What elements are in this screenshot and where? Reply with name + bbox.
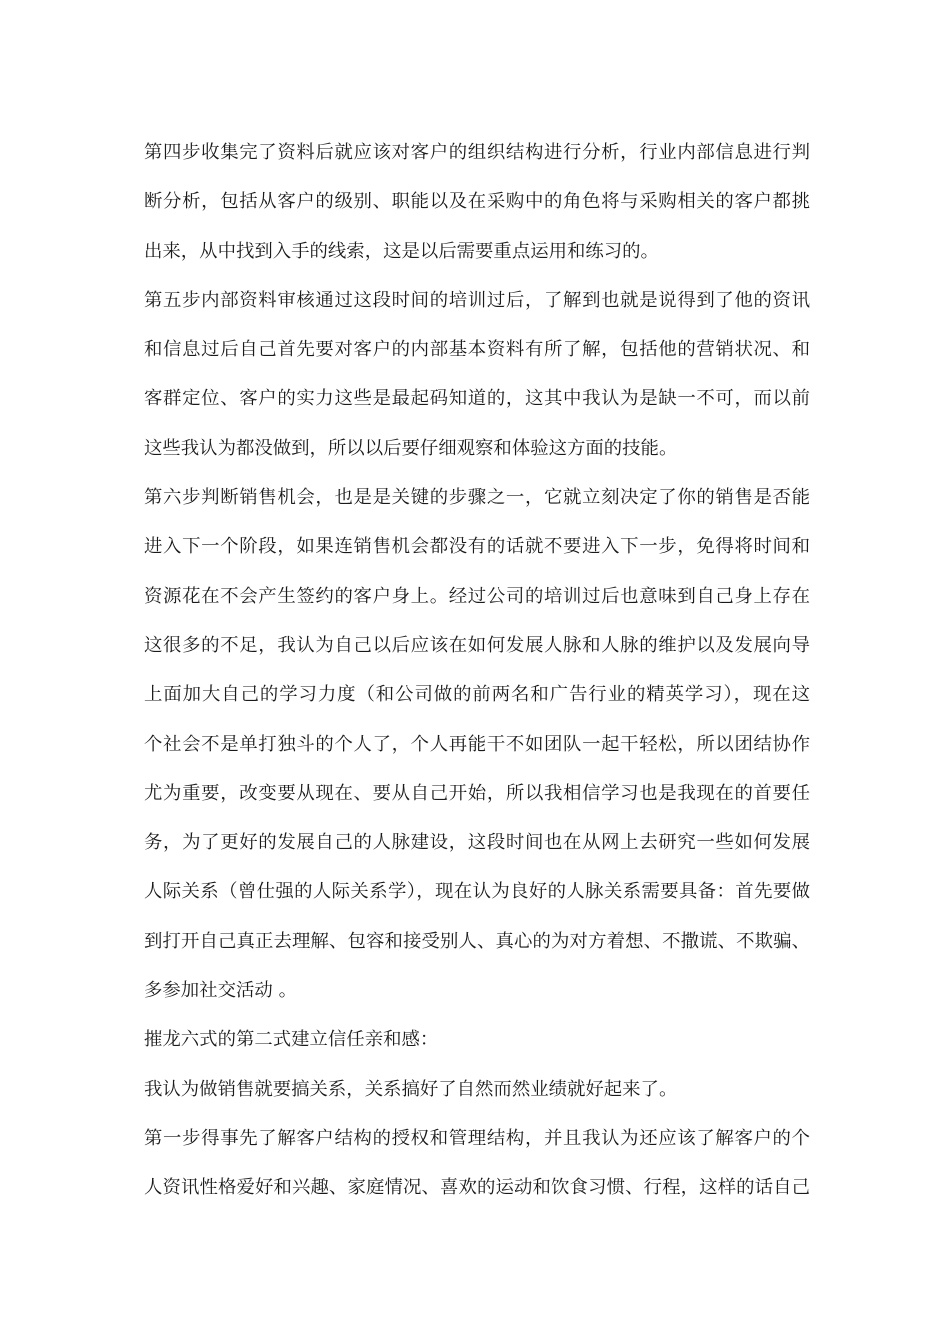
text-line: 资源花在不会产生签约的客户身上。经过公司的培训过后也意味到自己身上存在 — [144, 585, 810, 607]
paragraph-step-one — [144, 1114, 810, 1213]
text-line: 这很多的不足，我认为自己以后应该在如何发展人脉和人脉的维护以及发展向导 — [144, 634, 810, 656]
text-line: 进入下一个阶段，如果连销售机会都没有的话就不要进入下一步，免得将时间和 — [144, 536, 810, 558]
body-text — [144, 128, 810, 1213]
paragraph-intro — [144, 1065, 810, 1114]
text-line: 我认为做销售就要搞关系，关系搞好了自然而然业绩就好起来了。 — [144, 1078, 678, 1100]
text-line: 这些我认为都没做到，所以以后要仔细观察和体验这方面的技能。 — [144, 437, 678, 459]
text-line: 多参加社交活动 。 — [144, 980, 297, 1002]
paragraph-step-five — [144, 276, 810, 473]
paragraph-step-six — [144, 473, 810, 1015]
text-line: 第一步得事先了解客户结构的授权和管理结构，并且我认为还应该了解客户的个 — [144, 1127, 810, 1149]
text-line: 第五步内部资料审核通过这段时间的培训过后，了解到也就是说得到了他的资讯 — [144, 289, 810, 311]
text-line: 到打开自己真正去理解、包容和接受别人、真心的为对方着想、不撒谎、不欺骗、 — [144, 930, 810, 952]
text-line: 第六步判断销售机会，也是是关键的步骤之一，它就立刻决定了你的销售是否能 — [144, 487, 810, 509]
text-line: 上面加大自己的学习力度（和公司做的前两名和广告行业的精英学习），现在这 — [144, 684, 810, 706]
text-line: 摧龙六式的第二式建立信任亲和感： — [144, 1029, 439, 1051]
text-line: 人资讯性格爱好和兴趣、家庭情况、喜欢的运动和饮食习惯、行程，这样的话自己 — [144, 1177, 810, 1199]
text-line: 个社会不是单打独斗的个人了，个人再能干不如团队一起干轻松，所以团结协作 — [144, 733, 810, 755]
paragraph-step-four — [144, 128, 810, 276]
text-line: 第四步收集完了资料后就应该对客户的组织结构进行分析，行业内部信息进行判 — [144, 142, 810, 163]
text-line: 和信息过后自己首先要对客户的内部基本资料有所了解，包括他的营销状况、和 — [144, 339, 810, 361]
text-line: 出来，从中找到入手的线索，这是以后需要重点运用和练习的。 — [144, 240, 659, 262]
text-line: 人际关系（曾仕强的人际关系学），现在认为良好的人脉关系需要具备：首先要做 — [144, 881, 810, 903]
text-line: 务，为了更好的发展自己的人脉建设，这段时间也在从网上去研究一些如何发展 — [144, 832, 810, 854]
text-line: 尤为重要，改变要从现在、要从自己开始，所以我相信学习也是我现在的首要任 — [144, 782, 810, 804]
text-line: 断分析，包括从客户的级别、职能以及在采购中的角色将与采购相关的客户都挑 — [144, 191, 810, 213]
section-heading — [144, 1015, 810, 1064]
text-line: 客群定位、客户的实力这些是最起码知道的，这其中我认为是缺一不可，而以前 — [144, 388, 810, 410]
